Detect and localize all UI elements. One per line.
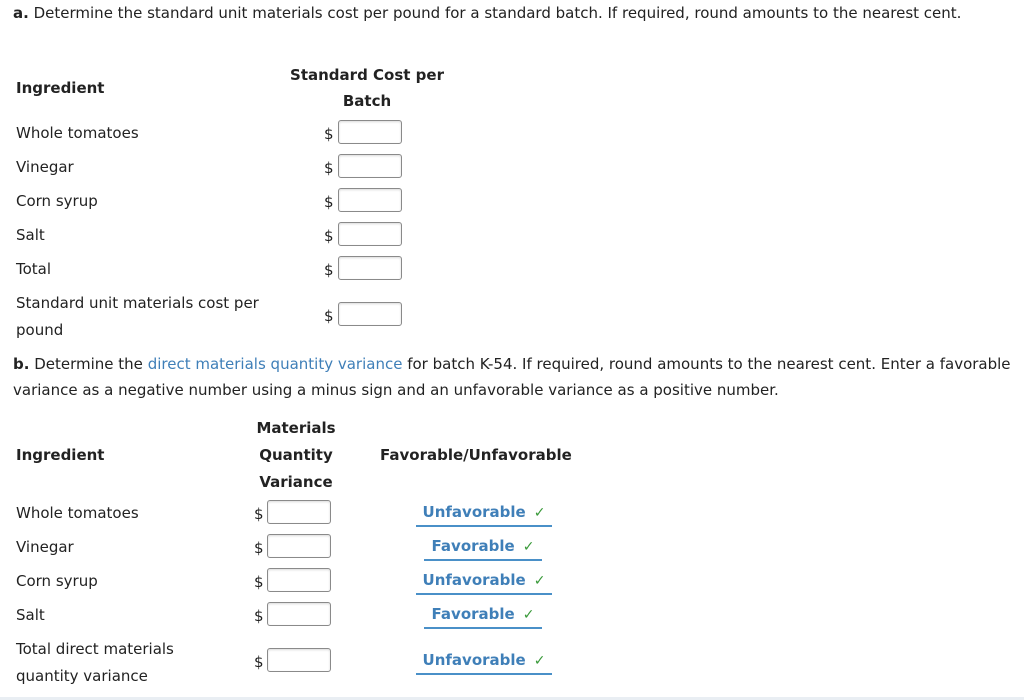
currency-symbol: $ [254, 573, 264, 591]
selected-value: Favorable [431, 537, 515, 555]
part-b-header-variance [236, 415, 356, 496]
check-icon: ✓ [522, 539, 535, 555]
selected-value: Unfavorable [422, 571, 526, 589]
part-b-fav-select-whole-tomatoes[interactable] [416, 501, 552, 527]
check-icon: ✓ [533, 505, 546, 521]
part-b-header-variance-line2: Quantity [259, 446, 333, 464]
part-a-letter: a. [13, 4, 29, 22]
currency-symbol: $ [324, 193, 334, 211]
part-a-header-cost-line1: Standard Cost per [290, 66, 444, 84]
check-icon: ✓ [522, 607, 535, 623]
selected-value: Unfavorable [422, 503, 526, 521]
part-a-row-label: Total [16, 260, 52, 278]
part-b-row-label: Vinegar [16, 538, 74, 556]
currency-symbol: $ [254, 653, 264, 671]
part-b-header-variance-line1: Materials [256, 419, 336, 437]
part-b-header-fav: Favorable/Unfavorable [380, 446, 572, 464]
selected-value: Unfavorable [422, 651, 526, 669]
part-a-prompt [13, 0, 1013, 26]
part-a-cost-input-salt[interactable] [338, 222, 402, 246]
part-b-fav-select-vinegar[interactable] [424, 535, 542, 561]
check-icon: ✓ [533, 573, 546, 589]
currency-symbol: $ [324, 125, 334, 143]
currency-symbol: $ [324, 307, 334, 325]
part-b-row-label: Salt [16, 606, 45, 624]
part-a-text: Determine the standard unit materials cost per pound for a standard batch. If required, round amounts to the nearest cent. [33, 4, 962, 22]
part-b-fav-select-total[interactable] [416, 649, 552, 675]
currency-symbol: $ [324, 261, 334, 279]
part-a-row-label: Salt [16, 226, 45, 244]
part-a-cost-input-vinegar[interactable] [338, 154, 402, 178]
part-a-header-cost-line2: Batch [342, 92, 392, 110]
selected-value: Favorable [431, 605, 515, 623]
part-a-row-label: Whole tomatoes [16, 124, 139, 142]
part-b-row-label: Corn syrup [16, 572, 98, 590]
part-b-letter: b. [13, 355, 30, 373]
currency-symbol: $ [254, 505, 264, 523]
part-b-variance-input-whole-tomatoes[interactable] [267, 500, 331, 524]
part-b-header-variance-line3: Variance [259, 473, 333, 491]
part-a-cost-input-whole-tomatoes[interactable] [338, 120, 402, 144]
check-icon: ✓ [533, 653, 546, 669]
part-a-cost-input-corn-syrup[interactable] [338, 188, 402, 212]
part-a-header-cost [262, 62, 472, 114]
part-a-header-ingredient: Ingredient [16, 79, 105, 97]
part-b-text-pre: Determine the [34, 355, 143, 373]
part-b-row-label: Total direct materials quantity variance [16, 640, 174, 685]
part-a-row-label: Standard unit materials cost per pound [16, 294, 259, 339]
part-b-fav-select-corn-syrup[interactable] [416, 569, 552, 595]
part-b-variance-input-total[interactable] [267, 648, 331, 672]
part-b-header-ingredient: Ingredient [16, 446, 105, 464]
currency-symbol: $ [254, 539, 264, 557]
part-b-variance-input-corn-syrup[interactable] [267, 568, 331, 592]
part-a-row-label: Vinegar [16, 158, 74, 176]
part-b-variance-input-vinegar[interactable] [267, 534, 331, 558]
part-a-cost-input-per-pound[interactable] [338, 302, 402, 326]
part-b-row-label: Whole tomatoes [16, 504, 139, 522]
part-b-variance-input-salt[interactable] [267, 602, 331, 626]
part-a-cost-input-total[interactable] [338, 256, 402, 280]
currency-symbol: $ [254, 607, 264, 625]
glossary-link[interactable]: direct materials quantity variance [147, 355, 403, 373]
currency-symbol: $ [324, 159, 334, 177]
currency-symbol: $ [324, 227, 334, 245]
part-b-fav-select-salt[interactable] [424, 603, 542, 629]
part-a-row-label: Corn syrup [16, 192, 98, 210]
part-b-prompt [13, 351, 1013, 403]
part-b-text-post: for batch K-54. If required, round amounts to the nearest cent. Enter a favorable variance as a negative number using a minus sign and an unfavorable variance as a positive number. [13, 355, 1011, 399]
